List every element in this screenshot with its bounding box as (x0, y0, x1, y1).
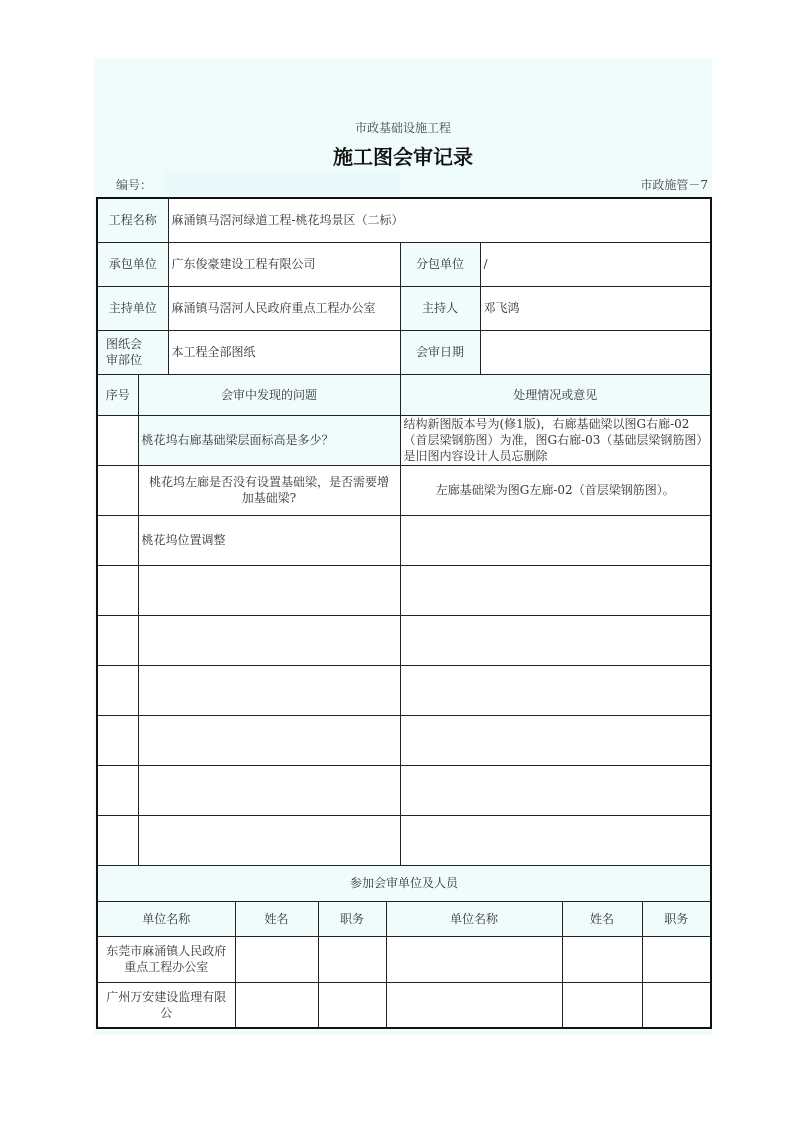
participant-title[interactable] (318, 936, 386, 982)
participant-title[interactable] (642, 936, 711, 982)
issue-no (97, 765, 138, 815)
issue-problem[interactable]: 桃花坞右廊基础梁层面标高是多少？ (138, 415, 400, 465)
form-subtitle: 市政基础设施工程 (354, 121, 451, 135)
host-person-label: 主持人 (400, 286, 480, 330)
subcontractor-value[interactable]: / (480, 242, 711, 286)
host-person-value[interactable]: 邓飞鸿 (480, 286, 711, 330)
issue-no (97, 615, 138, 665)
col-problem-header: 会审中发现的问题 (138, 374, 400, 415)
issue-resolution[interactable] (400, 565, 711, 615)
review-scope-label: 图纸会审部位 (97, 330, 168, 374)
issue-no (97, 815, 138, 865)
participant-name[interactable] (235, 982, 318, 1028)
page-title: 施工图会审记录 (333, 145, 473, 169)
subcontractor-label: 分包单位 (400, 242, 480, 286)
issue-resolution[interactable] (400, 815, 711, 865)
review-date-value[interactable] (480, 330, 711, 374)
participant-unit[interactable] (386, 982, 562, 1028)
project-name-value[interactable]: 麻涌镇马滘河绿道工程-桃花坞景区（二标） (168, 198, 711, 242)
participant-header-name: 姓名 (235, 901, 318, 936)
issue-resolution[interactable] (400, 665, 711, 715)
review-date-label: 会审日期 (400, 330, 480, 374)
col-resolution-header: 处理情况或意见 (400, 374, 711, 415)
review-table (96, 197, 712, 1029)
issue-problem[interactable] (138, 765, 400, 815)
issue-problem[interactable] (138, 565, 400, 615)
participant-title[interactable] (642, 982, 711, 1028)
host-unit-value[interactable]: 麻涌镇马滘河人民政府重点工程办公室 (168, 286, 400, 330)
issue-problem[interactable] (138, 815, 400, 865)
participant-title[interactable] (318, 982, 386, 1028)
issue-resolution[interactable] (400, 715, 711, 765)
host-unit-label: 主持单位 (97, 286, 168, 330)
issue-problem[interactable]: 桃花坞左廊是否没有设置基础梁，是否需要增加基础梁? (138, 465, 400, 515)
issue-resolution[interactable] (400, 765, 711, 815)
issue-no (97, 715, 138, 765)
issue-problem[interactable]: 桃花坞位置调整 (138, 515, 400, 565)
participant-header-title: 职务 (642, 901, 711, 936)
issue-no (97, 415, 138, 465)
issue-resolution[interactable] (400, 615, 711, 665)
issue-problem[interactable] (138, 665, 400, 715)
code-field[interactable] (164, 170, 400, 196)
participant-unit[interactable]: 东莞市麻涌镇人民政府重点工程办公室 (97, 936, 235, 982)
code-label: 编号： (116, 178, 153, 192)
participant-header-title: 职务 (318, 901, 386, 936)
issue-resolution[interactable]: 左廊基础梁为图G左廊-02（首层梁钢筋图）。 (400, 465, 711, 515)
participant-unit[interactable]: 广州万安建设监理有限公 (97, 982, 235, 1028)
project-name-label: 工程名称 (97, 198, 168, 242)
participant-unit[interactable] (386, 936, 562, 982)
participant-header-name: 姓名 (562, 901, 642, 936)
issue-resolution[interactable]: 结构新图版本号为(修1版)，右廊基础梁以图G右廊-02（首层梁钢筋图）为准，图G右廊-03（基础层梁钢筋图）是旧图内容设计人员忘删除 (400, 415, 711, 465)
col-no-header: 序号 (97, 374, 138, 415)
issue-no (97, 665, 138, 715)
participant-name[interactable] (562, 936, 642, 982)
participant-name[interactable] (562, 982, 642, 1028)
participants-title: 参加会审单位及人员 (97, 865, 711, 901)
issue-no (97, 565, 138, 615)
participant-header-unit: 单位名称 (97, 901, 235, 936)
contractor-value[interactable]: 广东俊豪建设工程有限公司 (168, 242, 400, 286)
contractor-label: 承包单位 (97, 242, 168, 286)
issue-no (97, 465, 138, 515)
issue-no (97, 515, 138, 565)
participant-header-unit: 单位名称 (386, 901, 562, 936)
review-scope-value[interactable]: 本工程全部图纸 (168, 330, 400, 374)
issue-problem[interactable] (138, 615, 400, 665)
issue-resolution[interactable] (400, 515, 711, 565)
issue-problem[interactable] (138, 715, 400, 765)
participant-name[interactable] (235, 936, 318, 982)
form-id: 市政施管－7 (640, 178, 708, 192)
